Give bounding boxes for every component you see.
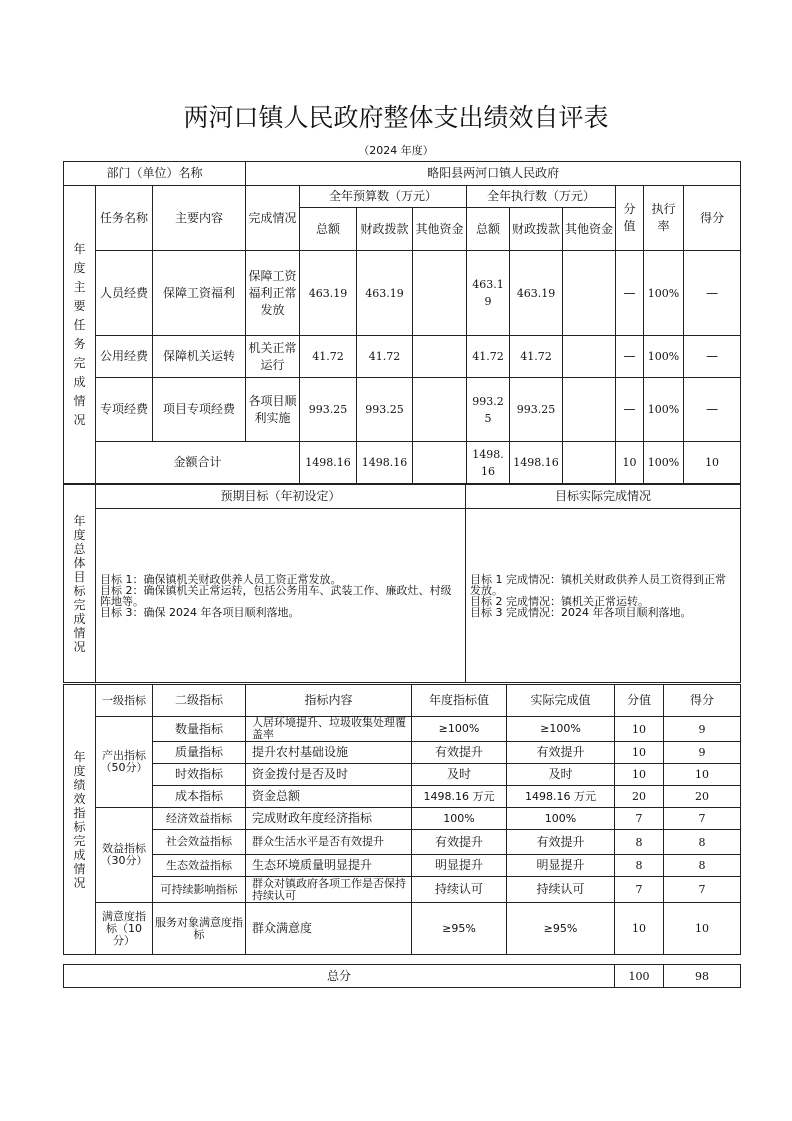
task-total-row (64, 442, 741, 484)
total-label: 金额合计 (96, 442, 300, 484)
actual-goal: 目标 2 完成情况：镇机关正常运转。 (470, 594, 649, 608)
level1-benefit: 效益指标（30分） (96, 808, 153, 903)
goals-section-label (64, 485, 96, 683)
total-exec-other (563, 442, 616, 484)
header-score: 得分 (684, 186, 741, 251)
task-row (64, 336, 741, 378)
level2: 可持续影响指标 (153, 877, 246, 903)
header-level1: 一级指标 (96, 685, 153, 717)
header-budget-total: 总额 (300, 208, 357, 251)
indicator-content: 人居环境提升、垃圾收集处理覆盖率 (246, 717, 412, 742)
actual-value: ≥95% (507, 903, 615, 955)
score: 9 (664, 742, 741, 764)
header-budget-group: 全年预算数（万元） (300, 186, 467, 208)
header-task-name: 任务名称 (96, 186, 153, 251)
task-completion: 各项目顺利实施 (246, 378, 300, 442)
score-value: 7 (615, 808, 664, 830)
score: — (684, 336, 741, 378)
year-subtitle: （2024 年度） (358, 144, 434, 157)
indicator-row (64, 903, 741, 955)
score-value: — (616, 378, 644, 442)
total-exec-fiscal: 1498.16 (510, 442, 563, 484)
score-value: — (616, 251, 644, 336)
indicator-content: 提升农村基础设施 (246, 742, 412, 764)
score: 8 (664, 855, 741, 877)
total-score-label-cell: 总分 (64, 965, 615, 988)
level1-output: 产出指标（50分） (96, 717, 153, 808)
score-value: 10 (615, 764, 664, 786)
expected-goals-header: 预期目标（年初设定） (96, 485, 466, 509)
actual-goal: 目标 3 完成情况：2024 年各项目顺利落地。 (470, 605, 692, 619)
actual-goal: 目标 1 完成情况：镇机关财政供养人员工资得到正常发放。 (470, 572, 726, 597)
score: 9 (664, 717, 741, 742)
score: — (684, 251, 741, 336)
level2: 经济效益指标 (153, 808, 246, 830)
total-budget-total: 1498.16 (300, 442, 357, 484)
indicator-content: 完成财政年度经济指标 (246, 808, 412, 830)
score: 10 (664, 903, 741, 955)
expected-goal: 目标 2：确保镇机关正常运转，包括公务用车、武装工作、廉政灶、村级阵地等。 (100, 583, 452, 608)
indicator-content: 生态环境质量明显提升 (246, 855, 412, 877)
level2: 成本指标 (153, 786, 246, 808)
exec-total: 993.25 (467, 378, 510, 442)
target-value: 100% (412, 808, 507, 830)
header-actual: 实际完成值 (507, 685, 615, 717)
indicator-row (64, 855, 741, 877)
target-value: 1498.16 万元 (412, 786, 507, 808)
indicators-section-label (64, 685, 96, 955)
actual-value: 明显提升 (507, 855, 615, 877)
task-name: 公用经费 (96, 336, 153, 378)
exec-other (563, 378, 616, 442)
exec-rate: 100% (644, 378, 684, 442)
task-content: 保障机关运转 (153, 336, 246, 378)
task-row (64, 251, 741, 336)
total-budget-other (413, 442, 467, 484)
goals-section-text: 年 度 总 体 目 标 完 成 情 况 (73, 513, 86, 654)
header-score-value: 分值 (616, 186, 644, 251)
tasks-section-label (64, 186, 96, 484)
score-value: 8 (615, 830, 664, 855)
score-value: 10 (615, 717, 664, 742)
indicator-row (64, 830, 741, 855)
target-value: ≥100% (412, 717, 507, 742)
header-exec-group: 全年执行数（万元） (467, 186, 616, 208)
total-score: 98 (664, 965, 741, 988)
actual-value: ≥100% (507, 717, 615, 742)
indicator-row (64, 742, 741, 764)
level2: 数量指标 (153, 717, 246, 742)
actual-value: 持续认可 (507, 877, 615, 903)
task-content: 项目专项经费 (153, 378, 246, 442)
exec-fiscal: 463.19 (510, 251, 563, 336)
level2: 服务对象满意度指标 (153, 903, 246, 955)
expected-goals (96, 509, 466, 683)
task-completion: 机关正常运行 (246, 336, 300, 378)
budget-total: 41.72 (300, 336, 357, 378)
score-value: 8 (615, 855, 664, 877)
actual-value: 1498.16 万元 (507, 786, 615, 808)
header-exec-fiscal: 财政拨款 (510, 208, 563, 251)
budget-total: 993.25 (300, 378, 357, 442)
exec-other (563, 251, 616, 336)
indicator-row (64, 808, 741, 830)
header-exec-total: 总额 (467, 208, 510, 251)
exec-fiscal: 993.25 (510, 378, 563, 442)
target-value: 持续认可 (412, 877, 507, 903)
page-title: 两河口镇人民政府整体支出绩效自评表 (183, 103, 609, 132)
total-budget-fiscal: 1498.16 (357, 442, 413, 484)
goals-table (63, 484, 741, 683)
budget-fiscal: 41.72 (357, 336, 413, 378)
budget-fiscal: 463.19 (357, 251, 413, 336)
exec-fiscal: 41.72 (510, 336, 563, 378)
header-target: 年度指标值 (412, 685, 507, 717)
dept-label: 部门（单位）名称 (64, 162, 246, 186)
header-budget-other: 其他资金 (413, 208, 467, 251)
budget-other (413, 336, 467, 378)
task-name: 专项经费 (96, 378, 153, 442)
indicator-content: 资金总额 (246, 786, 412, 808)
header-exec-rate: 执行率 (644, 186, 684, 251)
level2: 质量指标 (153, 742, 246, 764)
indicator-row (64, 786, 741, 808)
target-value: ≥95% (412, 903, 507, 955)
indicator-content: 群众满意度 (246, 903, 412, 955)
score: — (684, 378, 741, 442)
score-value: — (616, 336, 644, 378)
score: 7 (664, 877, 741, 903)
task-row (64, 378, 741, 442)
target-value: 有效提升 (412, 830, 507, 855)
task-completion: 保障工资福利正常发放 (246, 251, 300, 336)
exec-other (563, 336, 616, 378)
total-score-table (63, 964, 741, 988)
score-value: 10 (615, 903, 664, 955)
tasks-table (63, 161, 741, 484)
header-score-value: 分值 (615, 685, 664, 717)
tasks-section-text: 年 度 主 要 任 务 完 成 情 况 (73, 241, 86, 427)
indicator-row (64, 764, 741, 786)
target-value: 有效提升 (412, 742, 507, 764)
score-value: 20 (615, 786, 664, 808)
expected-goal: 目标 3：确保 2024 年各项目顺利落地。 (100, 605, 300, 619)
actual-value: 100% (507, 808, 615, 830)
budget-other (413, 251, 467, 336)
score-value: 7 (615, 877, 664, 903)
budget-fiscal: 993.25 (357, 378, 413, 442)
exec-rate: 100% (644, 336, 684, 378)
level1-satisfaction: 满意度指标（10分） (96, 903, 153, 955)
task-name: 人员经费 (96, 251, 153, 336)
dept-value: 略阳县两河口镇人民政府 (246, 162, 741, 186)
score: 10 (664, 764, 741, 786)
level2: 社会效益指标 (153, 830, 246, 855)
header-score: 得分 (664, 685, 741, 717)
actual-value: 有效提升 (507, 742, 615, 764)
total-score-value: 100 (615, 965, 664, 988)
score-value: 10 (615, 742, 664, 764)
score: 20 (664, 786, 741, 808)
budget-total: 463.19 (300, 251, 357, 336)
level2: 生态效益指标 (153, 855, 246, 877)
score: 8 (664, 830, 741, 855)
header-exec-other: 其他资金 (563, 208, 616, 251)
indicator-content: 群众生活水平是否有效提升 (246, 830, 412, 855)
exec-total: 463.19 (467, 251, 510, 336)
indicator-row (64, 877, 741, 903)
target-value: 明显提升 (412, 855, 507, 877)
indicators-table (63, 684, 741, 955)
level2: 时效指标 (153, 764, 246, 786)
expected-goal: 目标 1：确保镇机关财政供养人员工资正常发放。 (100, 572, 342, 586)
header-completion: 完成情况 (246, 186, 300, 251)
actual-value: 有效提升 (507, 830, 615, 855)
indicator-content: 群众对镇政府各项工作是否保持持续认可 (246, 877, 412, 903)
header-level2: 二级指标 (153, 685, 246, 717)
header-budget-fiscal: 财政拨款 (357, 208, 413, 251)
actual-value: 及时 (507, 764, 615, 786)
budget-other (413, 378, 467, 442)
task-content: 保障工资福利 (153, 251, 246, 336)
score: 7 (664, 808, 741, 830)
total-exec-total: 1498.16 (467, 442, 510, 484)
exec-rate: 100% (644, 251, 684, 336)
exec-total: 41.72 (467, 336, 510, 378)
actual-goals-header: 目标实际完成情况 (466, 485, 741, 509)
header-main-content: 主要内容 (153, 186, 246, 251)
target-value: 及时 (412, 764, 507, 786)
indicator-content: 资金拨付是否及时 (246, 764, 412, 786)
total-score: 10 (684, 442, 741, 484)
total-exec-rate: 100% (644, 442, 684, 484)
actual-goals (466, 509, 741, 683)
indicator-row (64, 717, 741, 742)
indicators-section-text: 年 度 绩 效 指 标 完 成 情 况 (73, 749, 86, 890)
header-content: 指标内容 (246, 685, 412, 717)
total-score-value: 10 (616, 442, 644, 484)
